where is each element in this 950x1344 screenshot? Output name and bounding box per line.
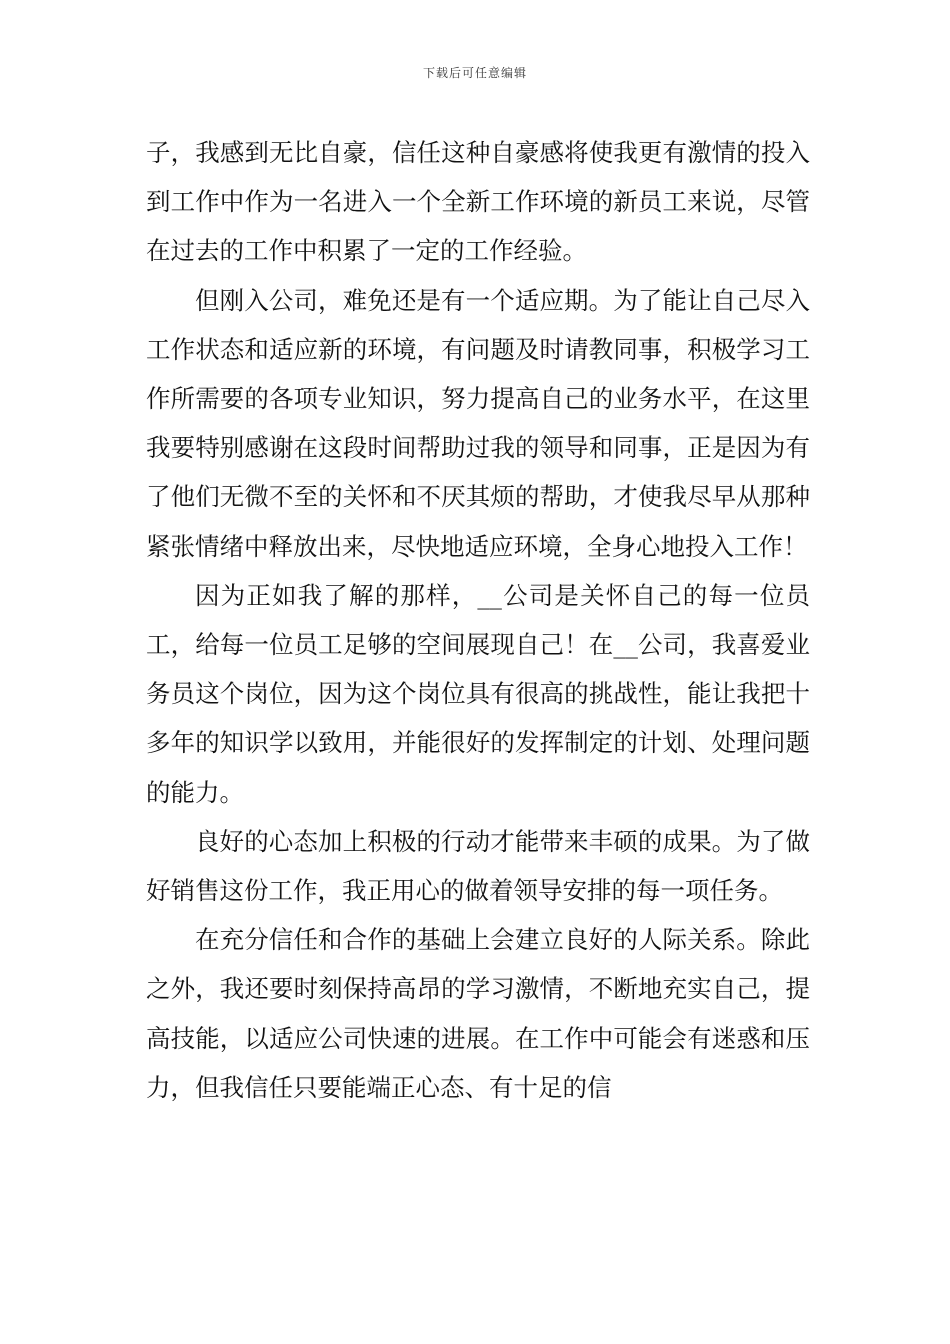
header-note: 下载后可任意编辑	[422, 66, 527, 80]
paragraph-1: 子，我感到无比自豪，信任这种自豪感将使我更有激情的投入到工作中作为一名进入一个全新工作环境的新员工来说，尽管在过去的工作中积累了一定的工作经验。	[146, 138, 810, 266]
document-body	[146, 128, 810, 1112]
paragraph-3: 因为正如我了解的那样，__公司是关怀自己的每一位员工，给每一位员工足够的空间展现自己！在__公司，我喜爱业务员这个岗位，因为这个岗位具有很高的挑战性，能让我把十多年的知识学以致用，并能很好的发挥制定的计划、处理问题的能力。	[146, 580, 810, 807]
paragraph-5: 在充分信任和合作的基础上会建立良好的人际关系。除此之外，我还要时刻保持高昂的学习激情，不断地充实自己，提高技能，以适应公司快速的进展。在工作中可能会有迷惑和压力，但我信任只要能端正心态、有十足的信	[146, 925, 810, 1102]
paragraph-4: 良好的心态加上积极的行动才能带来丰硕的成果。为了做好销售这份工作，我正用心的做着领导安排的每一项任务。	[146, 826, 810, 906]
paragraph-2: 但刚入公司，难免还是有一个适应期。为了能让自己尽入工作状态和适应新的环境，有问题及时请教同事，积极学习工作所需要的各项专业知识，努力提高自己的业务水平，在这里我要特别感谢在这段时间帮助过我的领导和同事，正是因为有了他们无微不至的关怀和不厌其烦的帮助，才使我尽早从那种紧张情绪中释放出来，尽快地适应环境，全身心地投入工作！	[146, 285, 810, 561]
